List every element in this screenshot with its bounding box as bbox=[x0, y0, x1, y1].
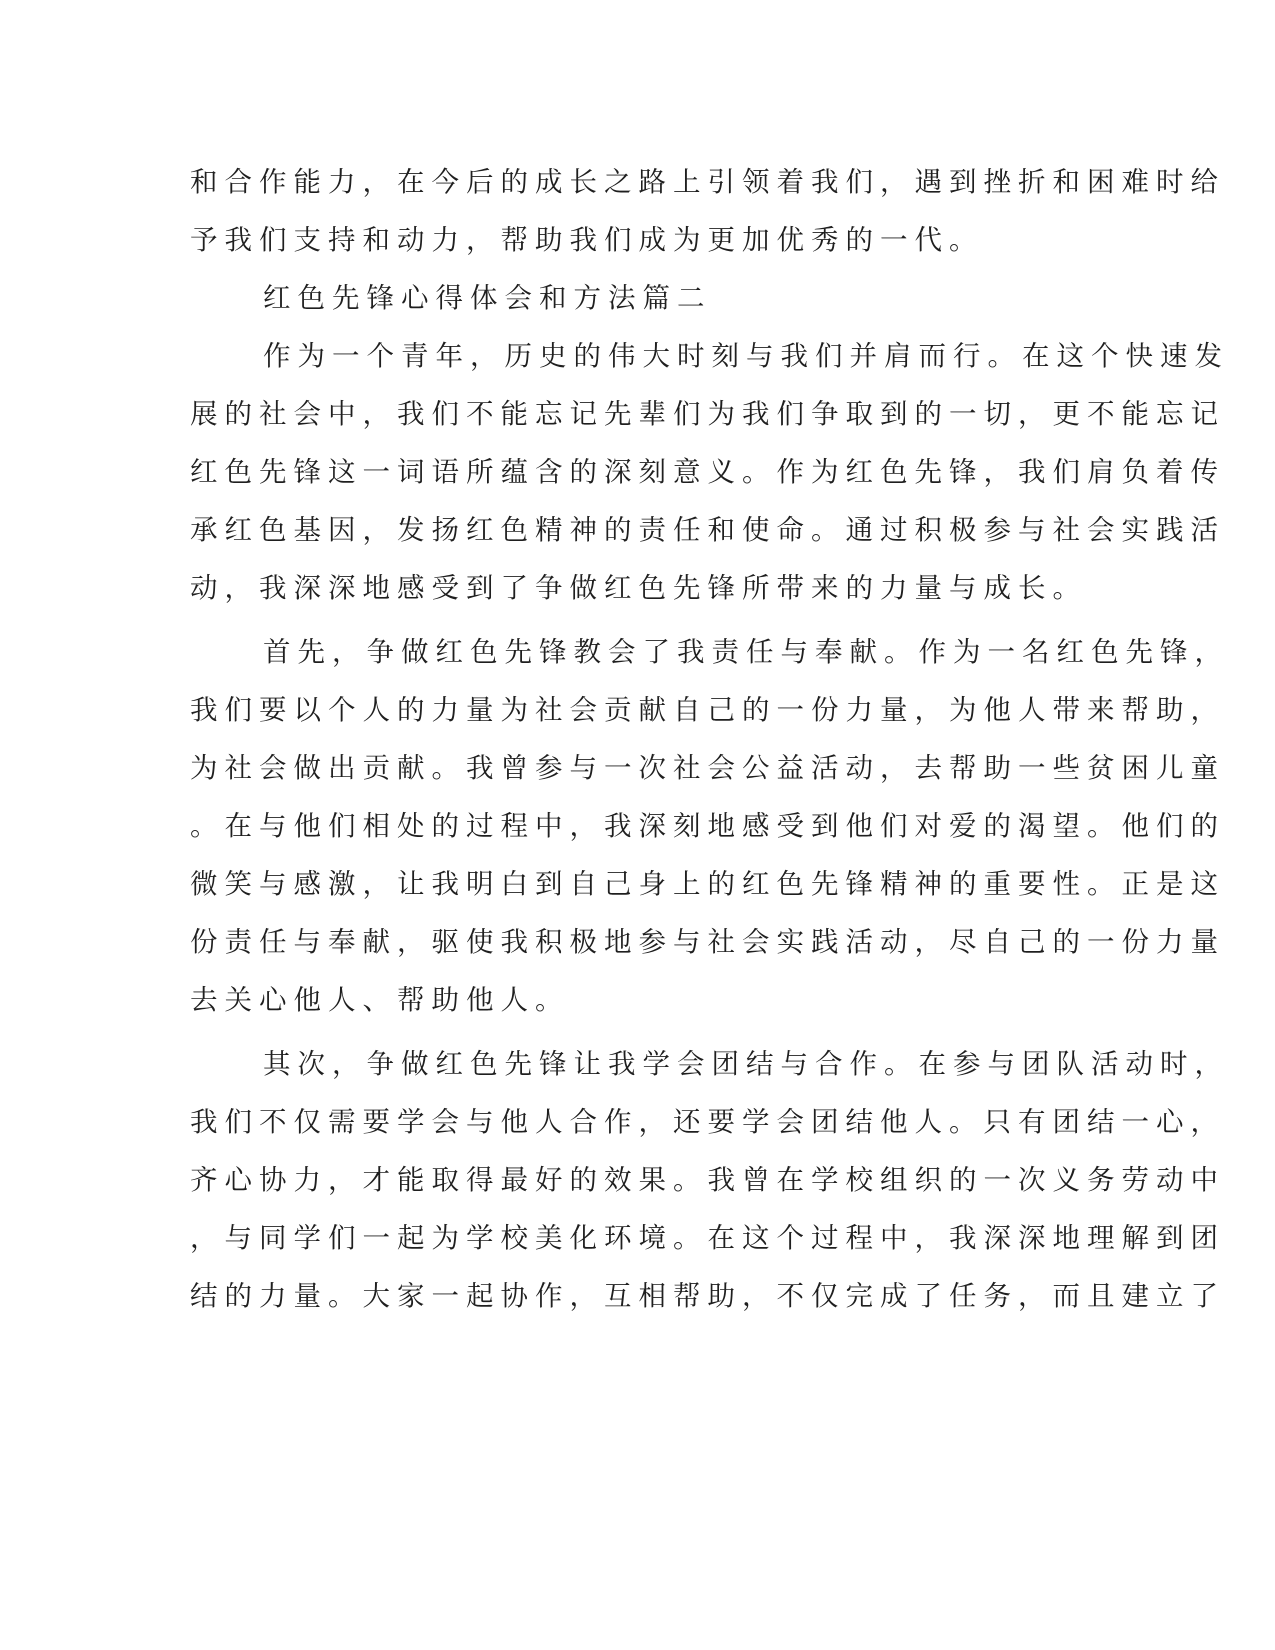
section-heading: 红色先锋心得体会和方法篇二 bbox=[263, 282, 712, 314]
text-line: 作为一个青年，历史的伟大时刻与我们并肩而行。在这个快速发 bbox=[263, 340, 1229, 372]
text-line: 我们不仅需要学会与他人合作，还要学会团结他人。只有团结一心， bbox=[190, 1106, 1225, 1138]
text-line: 承红色基因，发扬红色精神的责任和使命。通过积极参与社会实践活 bbox=[190, 514, 1225, 546]
text-line: 展的社会中，我们不能忘记先辈们为我们争取到的一切，更不能忘记 bbox=[190, 398, 1225, 430]
text-line: 去关心他人、帮助他人。 bbox=[190, 984, 570, 1016]
text-line: 予我们支持和动力，帮助我们成为更加优秀的一代。 bbox=[190, 224, 984, 256]
text-line: 微笑与感激，让我明白到自己身上的红色先锋精神的重要性。正是这 bbox=[190, 868, 1225, 900]
text-line: 其次，争做红色先锋让我学会团结与合作。在参与团队活动时， bbox=[263, 1048, 1229, 1080]
text-line: 份责任与奉献，驱使我积极地参与社会实践活动，尽自己的一份力量 bbox=[190, 926, 1225, 958]
text-line: 结的力量。大家一起协作，互相帮助，不仅完成了任务，而且建立了 bbox=[190, 1280, 1225, 1312]
text-line: 和合作能力，在今后的成长之路上引领着我们，遇到挫折和困难时给 bbox=[190, 166, 1225, 198]
text-line: 齐心协力，才能取得最好的效果。我曾在学校组织的一次义务劳动中 bbox=[190, 1164, 1225, 1196]
text-line: ，与同学们一起为学校美化环境。在这个过程中，我深深地理解到团 bbox=[190, 1222, 1225, 1254]
text-line: 动，我深深地感受到了争做红色先锋所带来的力量与成长。 bbox=[190, 572, 1087, 604]
text-line: 红色先锋这一词语所蕴含的深刻意义。作为红色先锋，我们肩负着传 bbox=[190, 456, 1225, 488]
text-line: 。在与他们相处的过程中，我深刻地感受到他们对爱的渴望。他们的 bbox=[190, 810, 1225, 842]
text-line: 我们要以个人的力量为社会贡献自己的一份力量，为他人带来帮助， bbox=[190, 694, 1225, 726]
text-line: 首先，争做红色先锋教会了我责任与奉献。作为一名红色先锋， bbox=[263, 636, 1229, 668]
text-line: 为社会做出贡献。我曾参与一次社会公益活动，去帮助一些贫困儿童 bbox=[190, 752, 1225, 784]
